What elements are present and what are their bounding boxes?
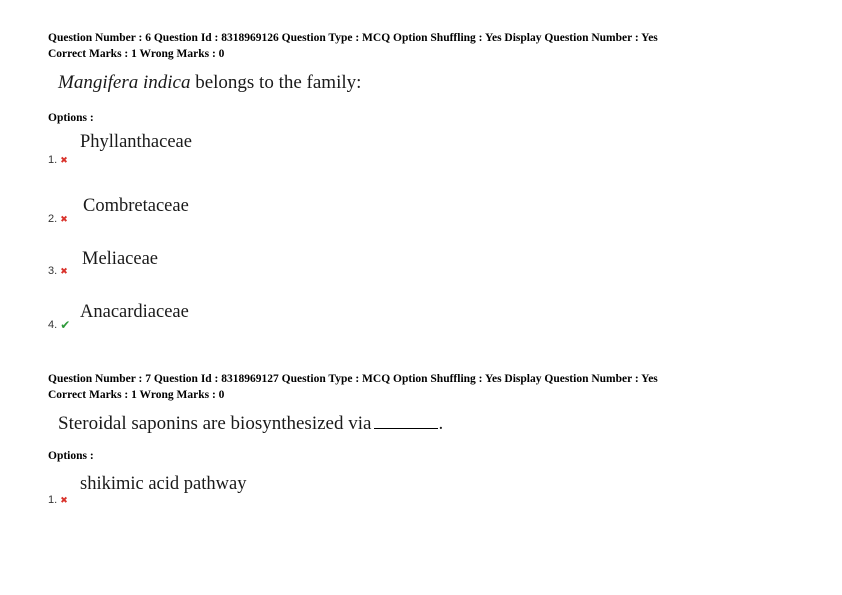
option-text: Anacardiaceae [80, 302, 189, 322]
option-text: Meliaceae [82, 249, 158, 269]
option-text: Phyllanthaceae [80, 132, 192, 152]
question-6-meta-line1: Question Number : 6 Question Id : 8318969126 Question Type : MCQ Option Shuffling : Yes Display Question Number : Yes [48, 32, 658, 44]
option-number [48, 318, 70, 332]
option-number [48, 154, 68, 166]
question-6-options-label: Options : [48, 112, 94, 124]
question-7-meta-line1: Question Number : 7 Question Id : 8318969127 Question Type : MCQ Option Shuffling : Yes Display Question Number : Yes [48, 373, 658, 385]
species-name: Mangifera indica [58, 72, 191, 93]
option-index: 1. [48, 494, 58, 506]
wrong-mark-icon: ✖ [60, 494, 68, 505]
question-7-marks: Correct Marks : 1 Wrong Marks : 0 [48, 389, 225, 401]
question-6-text-rest: belongs to the family: [190, 72, 362, 93]
option-index: 4. [48, 319, 58, 331]
option-number [48, 265, 68, 277]
question-7-text-end: . [438, 413, 444, 434]
option-text: Combretaceae [83, 196, 189, 216]
wrong-mark-icon: ✖ [60, 213, 68, 224]
question-7-options-label: Options : [48, 450, 94, 462]
option-index: 3. [48, 265, 58, 277]
question-6-marks: Correct Marks : 1 Wrong Marks : 0 [48, 48, 225, 60]
question-7-text-main: Steroidal saponins are biosynthesized via [58, 413, 372, 434]
fill-in-blank [374, 427, 438, 429]
option-index: 1. [48, 154, 58, 166]
option-number [48, 494, 68, 506]
option-number [48, 213, 68, 225]
wrong-mark-icon: ✖ [60, 154, 68, 165]
question-7-text [58, 413, 443, 435]
wrong-mark-icon: ✖ [60, 265, 68, 276]
option-text: shikimic acid pathway [80, 474, 247, 494]
question-6-text [58, 72, 361, 94]
correct-check-icon: ✔ [60, 318, 71, 332]
option-index: 2. [48, 213, 58, 225]
